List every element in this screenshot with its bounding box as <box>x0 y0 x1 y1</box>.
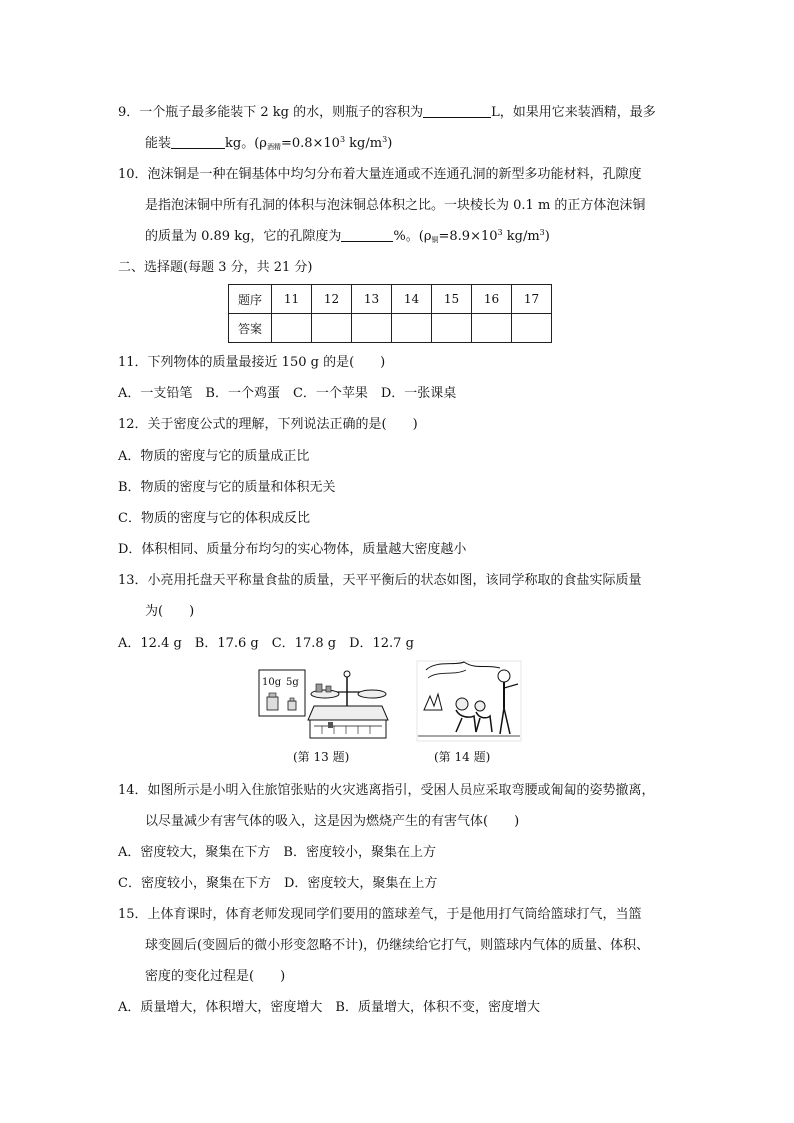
table-header-cell: 14 <box>392 285 432 314</box>
question-13-options: A．12.4 g B．17.6 g C．17.8 g D．12.7 g <box>118 636 414 651</box>
answer-cell[interactable] <box>512 314 552 343</box>
weight-5g-icon <box>288 701 296 710</box>
table-answer-label: 答案 <box>229 314 272 343</box>
exponent: 3 <box>497 228 503 237</box>
question-12-option-d: D．体积相同、质量分布均匀的实心物体，质量越大密度越小 <box>118 542 467 557</box>
question-9-text: kg。(ρ <box>225 136 267 151</box>
question-9-line-1 <box>118 104 656 122</box>
exponent: 3 <box>339 135 346 144</box>
exponent: 3 <box>382 135 388 144</box>
question-14-line-2: 以尽量减少有害气体的吸入，这是因为燃烧产生的有害气体( ) <box>145 814 520 829</box>
answer-cell[interactable] <box>272 314 312 343</box>
answer-cell[interactable] <box>392 314 432 343</box>
question-11-stem: 11．下列物体的质量最接近 150 g 的是( ) <box>118 355 386 370</box>
question-10-line-3 <box>145 228 550 246</box>
figure-14-caption: (第 14 题) <box>434 750 491 764</box>
question-9-text: =0.8×10 <box>280 136 340 151</box>
question-9-text: kg/m <box>345 136 383 151</box>
answer-cell[interactable] <box>432 314 472 343</box>
answer-blank[interactable] <box>423 104 491 118</box>
table-header-cell: 题序 <box>229 285 272 314</box>
question-10-text: 的质量为 0.89 kg，它的孔隙度为 <box>145 229 342 244</box>
balance-base-icon <box>308 706 388 720</box>
answer-table-answer-row <box>229 314 552 343</box>
section-title: 二、选择题(每题 3 分，共 21 分) <box>118 260 313 275</box>
question-9-text: 9．一个瓶子最多能装下 2 kg 的水，则瓶子的容积为 <box>118 105 424 120</box>
answer-blank[interactable] <box>341 228 393 242</box>
question-12-option-c: C．物质的密度与它的体积成反比 <box>118 511 310 526</box>
question-14-line-1: 14．如图所示是小明入住旅馆张贴的火灾逃离指引，受困人员应采取弯腰或匍匐的姿势撤离， <box>118 783 655 798</box>
question-10-text: %。(ρ <box>393 229 432 244</box>
question-14-options-ab: A．密度较大，聚集在下方 B．密度较小，聚集在上方 <box>118 845 436 860</box>
weight-label-10g: 10g <box>262 677 282 688</box>
table-header-cell: 12 <box>312 285 352 314</box>
balance-beam-scale-icon <box>310 720 386 738</box>
left-pan-icon <box>311 690 339 698</box>
table-header-cell: 13 <box>352 285 392 314</box>
question-9-text: L，如果用它来装酒精，最多 <box>491 105 656 120</box>
crouching-person-icon <box>456 698 468 710</box>
question-15-line-3: 密度的变化过程是( ) <box>145 969 286 984</box>
weight-10g-icon <box>267 697 278 710</box>
answer-cell[interactable] <box>352 314 392 343</box>
table-header-cell: 11 <box>272 285 312 314</box>
table-header-cell: 15 <box>432 285 472 314</box>
question-10-text: ) <box>544 229 550 244</box>
answer-cell[interactable] <box>472 314 512 343</box>
question-15-options-ab: A．质量增大，体积增大，密度增大 B．质量增大，体积不变，密度增大 <box>118 1000 540 1015</box>
right-pan-icon <box>358 690 386 698</box>
table-header-cell: 16 <box>472 285 512 314</box>
table-header-cell: 17 <box>512 285 552 314</box>
crouching-person-icon <box>475 701 485 711</box>
question-15-line-2: 球变圆后(变圆后的微小形变忽略不计)，仍继续给它打气，则篮球内气体的质量、体积、 <box>145 938 650 953</box>
question-11-options: A．一支铅笔 B．一个鸡蛋 C．一个苹果 D．一张课桌 <box>118 386 457 401</box>
weight-label-5g: 5g <box>286 677 299 688</box>
answer-table-header-row <box>229 285 552 314</box>
question-10-line-1: 10．泡沫铜是一种在铜基体中均匀分布着大量连通或不连通孔洞的新型多功能材料，孔隙度 <box>118 167 642 182</box>
answer-cell[interactable] <box>312 314 352 343</box>
question-10-text: kg/m <box>502 229 540 244</box>
density-subscript: 酒精 <box>266 143 281 151</box>
question-9-text: ) <box>387 136 393 151</box>
question-9-line-2 <box>145 135 392 153</box>
answer-blank[interactable] <box>171 135 225 149</box>
answer-table <box>228 284 552 343</box>
figure-13-caption: (第 13 题) <box>293 750 350 764</box>
question-12-option-a: A．物质的密度与它的质量成正比 <box>118 449 310 464</box>
standing-person-icon <box>498 670 510 682</box>
question-9-text: 能装 <box>145 136 172 151</box>
fire-escape-figure <box>416 660 522 742</box>
density-subscript: 铜 <box>431 236 439 244</box>
balance-scale-figure <box>258 664 392 742</box>
question-10-text: =8.9×10 <box>438 229 498 244</box>
question-12-stem: 12．关于密度公式的理解，下列说法正确的是( ) <box>118 417 418 432</box>
question-15-line-1: 15．上体育课时，体育老师发现同学们要用的篮球差气，于是他用打气筒给篮球打气，当篮 <box>118 907 642 922</box>
question-13-line-1: 13．小亮用托盘天平称量食盐的质量，天平平衡后的状态如图，该同学称取的食盐实际质量 <box>118 573 642 588</box>
question-10-line-2: 是指泡沫铜中所有孔洞的体积与泡沫铜总体积之比。一块棱长为 0.1 m 的正方体泡沫铜 <box>145 198 646 213</box>
exponent: 3 <box>539 228 545 237</box>
question-12-option-b: B．物质的密度与它的质量和体积无关 <box>118 480 336 495</box>
question-13-line-2: 为( ) <box>145 604 195 619</box>
question-14-options-cd: C．密度较小，聚集在下方 D．密度较大，聚集在上方 <box>118 876 438 891</box>
